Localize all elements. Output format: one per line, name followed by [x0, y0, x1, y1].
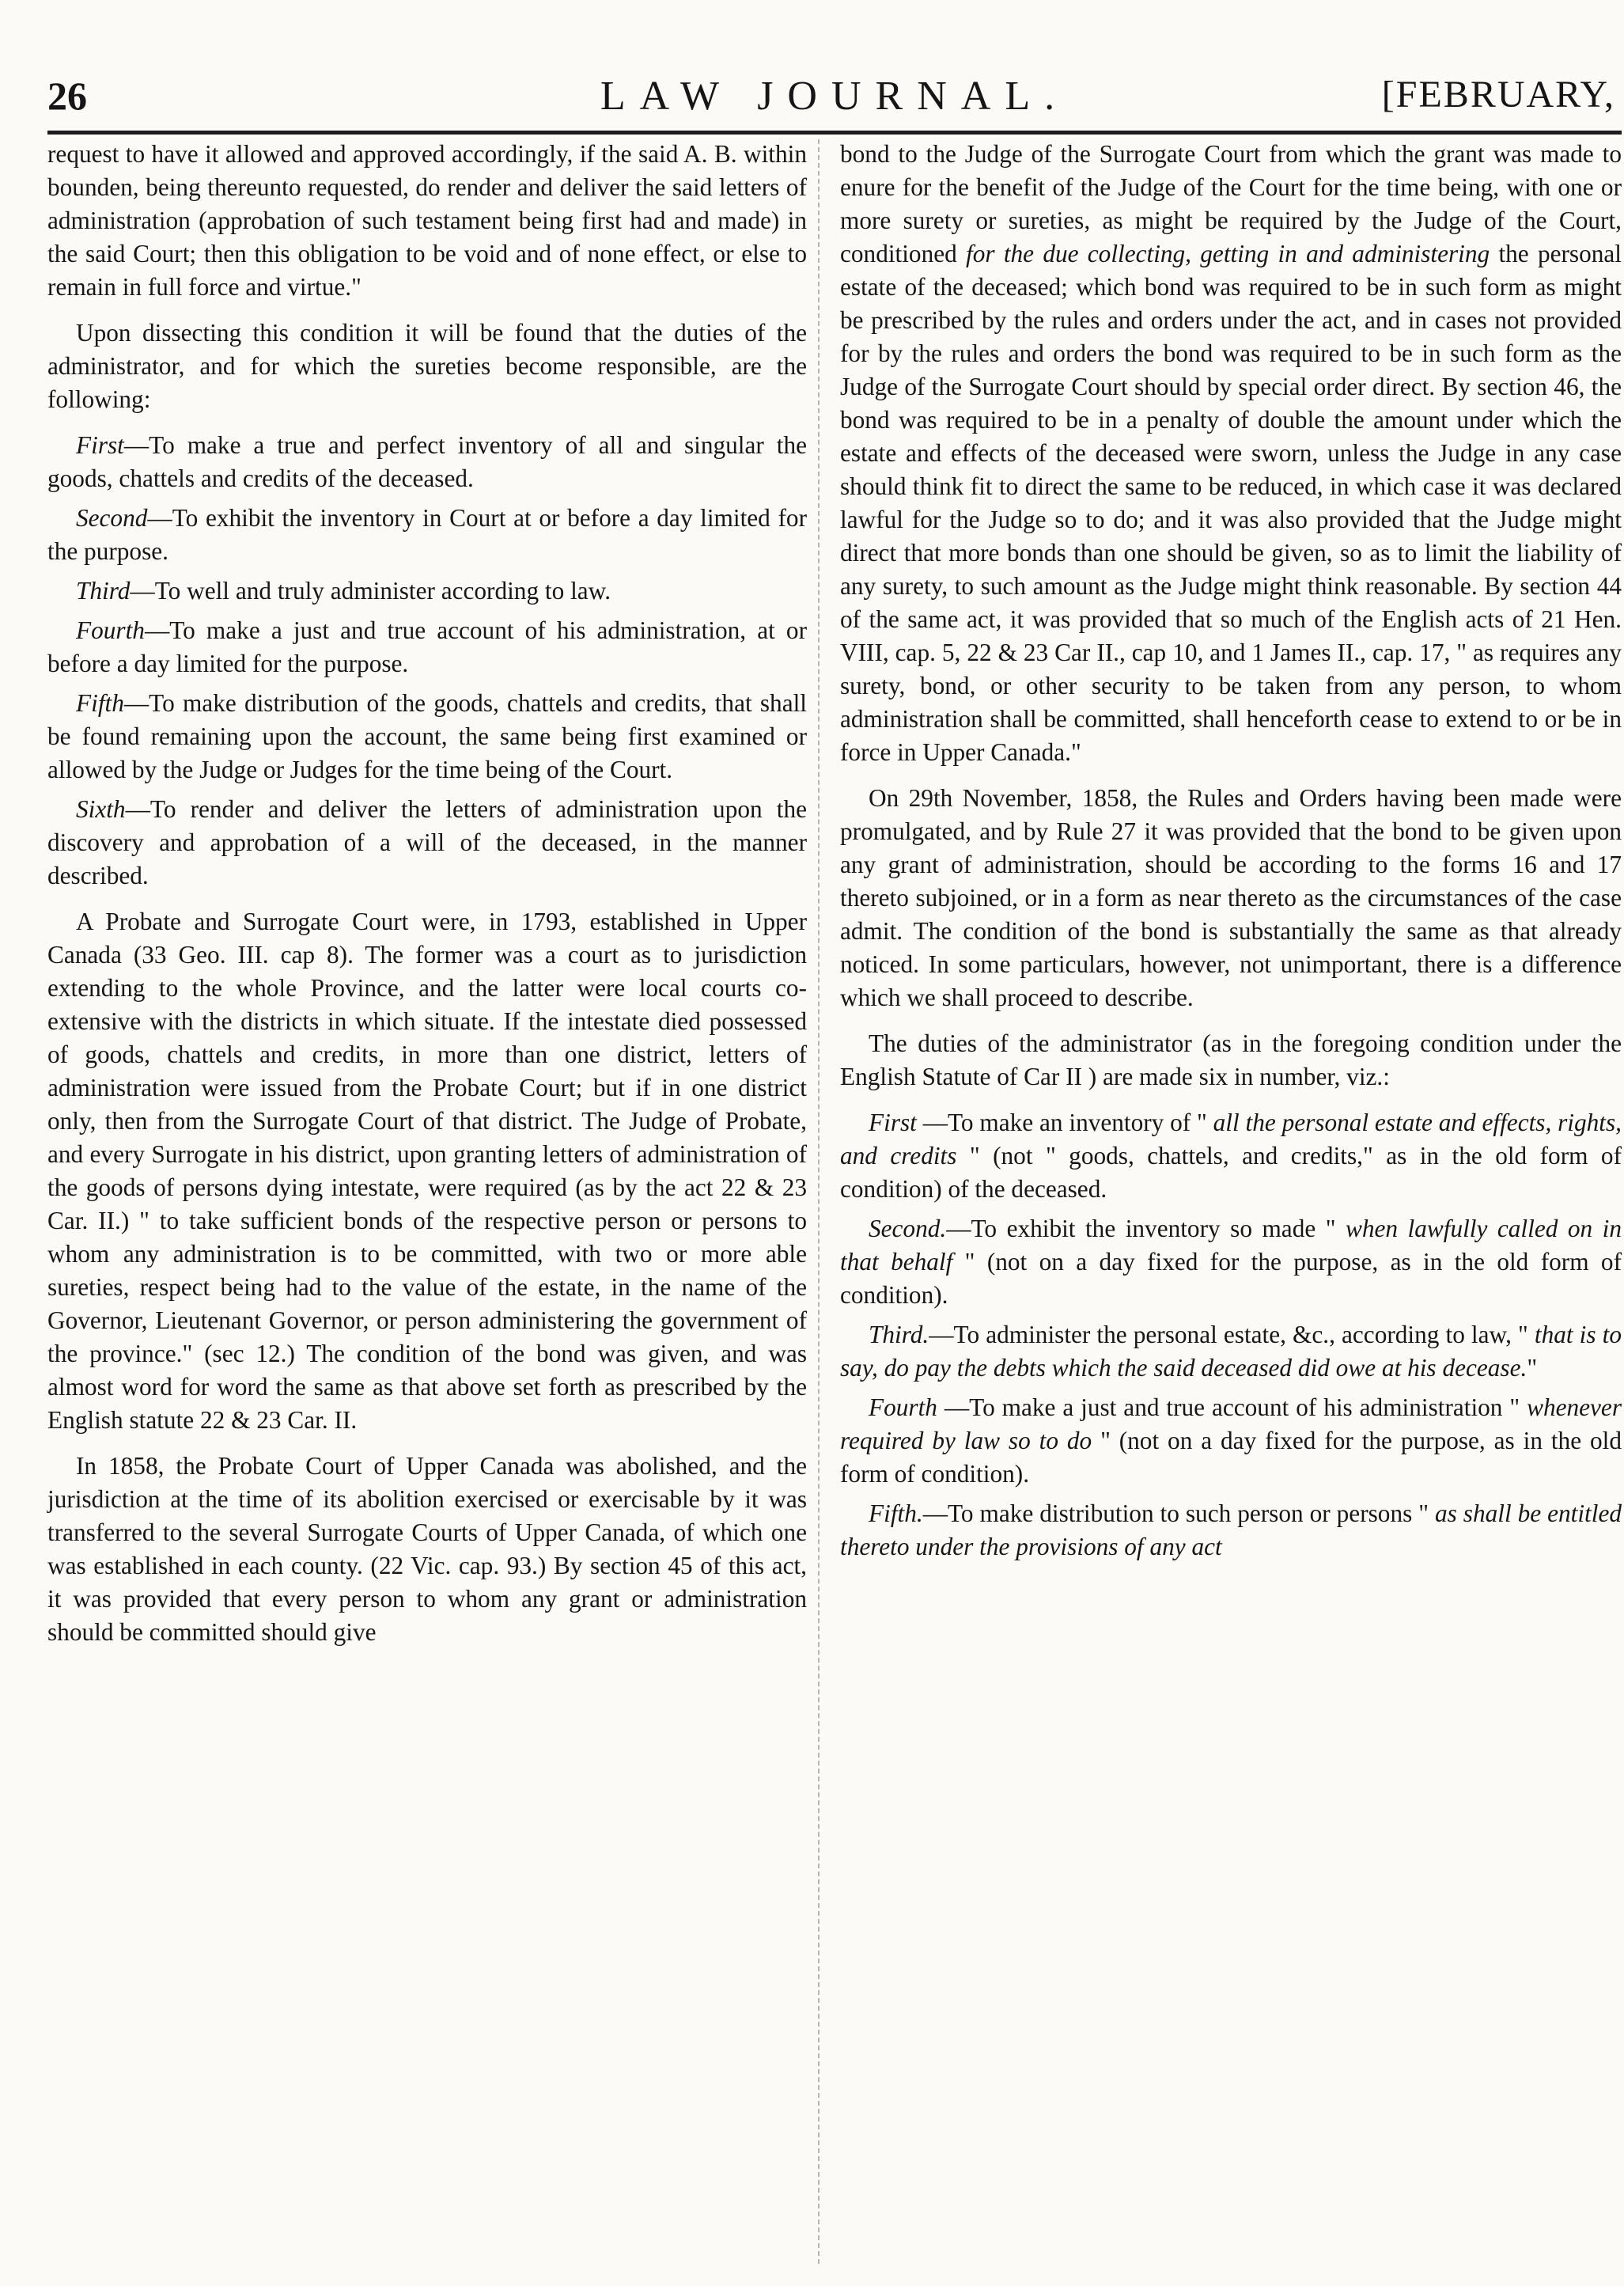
- text-run: —To make an inventory of ": [916, 1109, 1213, 1136]
- italic-run: when lawfully called on in that behalf: [840, 1215, 1622, 1276]
- paragraph: Upon dissecting this condition it will be found that the duties of the administrator, and for which the sureties become responsible, are the following:: [47, 319, 807, 413]
- new-duty-third: [840, 1318, 1622, 1385]
- duty-label: Fifth: [76, 689, 124, 717]
- duty-label: Sixth: [76, 795, 126, 823]
- duty-label: Third.: [869, 1321, 929, 1348]
- text-run: " (not on a day fixed for the purpose, as in the old form of condition).: [840, 1427, 1622, 1488]
- italic-run: all the personal estate and effects, rights, and credits: [840, 1109, 1622, 1170]
- duty-label: Second.: [869, 1215, 947, 1242]
- text-run: —To make distribution to such person or persons ": [922, 1499, 1435, 1527]
- duty-label: Fifth.: [869, 1499, 923, 1527]
- duty-text: —To well and truly administer according to law.: [130, 577, 611, 605]
- new-duty-fifth: [840, 1497, 1622, 1564]
- text-run: bond to the Judge of the Surrogate Court from which the grant was made to enure for the benefit of the Judge of the Court for the time being, with one or more surety or sureties, as might be required by the Judge of the Court, conditioned: [840, 140, 1622, 267]
- right-column: [840, 138, 1622, 1570]
- text-run: " (not on a day fixed for the purpose, as in the old form of condition).: [840, 1248, 1622, 1309]
- duty-label: Third: [76, 577, 131, 605]
- header-rule: [47, 131, 1622, 135]
- duty-item-third: [47, 574, 807, 608]
- new-duty-first: [840, 1106, 1622, 1206]
- italic-run: whenever required by law so to do: [840, 1393, 1622, 1454]
- duty-label: Second: [76, 504, 148, 532]
- duty-label: First: [869, 1109, 917, 1136]
- new-duty-second: [840, 1212, 1622, 1312]
- page-header: [47, 73, 1622, 130]
- paragraph: On 29th November, 1858, the Rules and Orders having been made were promulgated, and by Rule 27 it was provided that the bond to be given upon any grant of administration, should be according to the forms 16 and 17 thereto subjoined, or in a form as near thereto as the circumstances of the case admit. The condition of the bond is substantially the same as that already noticed. In some particulars, however, not unimportant, there is a difference which we shall proceed to describe.: [840, 784, 1622, 1011]
- duty-text: —To make a just and true account of his administration, at or before a day limited for the purpose.: [47, 616, 807, 677]
- paragraph: In 1858, the Probate Court of Upper Canada was abolished, and the jurisdiction at the time of its abolition exercised or exercisable by it was transferred to the several Surrogate Courts of Upper Canada, of which one was established in each county. (22 Vic. cap. 93.) By section 45 of this act, it was provided that every person to whom any grant or administration should be committed should give: [47, 1452, 807, 1646]
- issue-month: [FEBRUARY,: [1381, 74, 1615, 116]
- duty-item-fourth: [47, 614, 807, 680]
- paragraph: A Probate and Surrogate Court were, in 1793, established in Upper Canada (33 Geo. III. cap 8). The former was a court as to jurisdiction extending to the whole Province, and the latter were local courts co-extensive with the districts in which situate. If the intestate died possessed of goods, chattels and credits, in more than one district, letters of administration were issued from the Probate Court; but if in one district only, then from the Surrogate Court of that district. The Judge of Probate, and every Surrogate in his district, upon granting letters of administration of the goods of persons dying intestate, were required (as by the act 22 & 23 Car. II.) " to take sufficient bonds of the respective person or persons to whom any administration is to be committed, with two or more able sureties, respect being had to the value of the estate, in the name of the Governor, Lieutenant Governor, or person administering the government of the province." (sec 12.) The condition of the bond was given, and was almost word for word the same as that above set forth as prescribed by the English statute 22 & 23 Car. II.: [47, 908, 807, 1434]
- italic-run: that is to say, do pay the debts which the said deceased did owe at his decease.: [840, 1321, 1622, 1382]
- left-column: [47, 138, 807, 1662]
- text-run: the personal estate of the deceased; which bond was required to be in such form as might be prescribed by the rules and orders under the act, and in cases not provided for by the rules and orders the bond was required to be in such form as the Judge of the Surrogate Court should by special order direct. By section 46, the bond was required to be in a penalty of double the amount under which the estate and effects of the deceased were sworn, unless the Judge in any case should think fit to direct the same to be reduced, in which case it was declared lawful for the Judge so to do; and it was also provided that the Judge might direct that more bonds than one should be given, so as to limit the liability of any surety, to such amount as the Judge might think reasonable. By section 44 of the same act, it was provided that so much of the English acts of 21 Hen. VIII, cap. 5, 22 & 23 Car II., cap 10, and 1 James II., cap. 17, " as requires any surety, bond, or other security to be taken from any person, to whom administration shall be committed, shall henceforth cease to extend to or be in force in Upper Canada.": [840, 240, 1622, 766]
- duty-label: First: [76, 431, 124, 459]
- text-run: ": [1527, 1354, 1538, 1382]
- duty-label: Fourth: [76, 616, 145, 644]
- text-run: —To administer the personal estate, &c., according to law, ": [929, 1321, 1535, 1348]
- text-run: " (not " goods, chattels, and credits," as in the old form of condition) of the deceased.: [840, 1142, 1622, 1203]
- duty-text: —To make a true and perfect inventory of all and singular the goods, chattels and credits of the deceased.: [47, 431, 807, 492]
- journal-title: LAW JOURNAL.: [600, 74, 1069, 119]
- italic-run: as shall be entitled thereto under the provisions of any act: [840, 1499, 1622, 1560]
- new-duty-fourth: [840, 1391, 1622, 1491]
- duty-item-sixth: [47, 793, 807, 893]
- paragraph: [840, 138, 1622, 769]
- duty-text: —To exhibit the inventory in Court at or before a day limited for the purpose.: [47, 504, 807, 565]
- column-divider: [818, 139, 820, 2264]
- duty-item-fifth: [47, 687, 807, 787]
- duty-text: —To render and deliver the letters of administration upon the discovery and approbation of a will of the deceased, in the manner described.: [47, 795, 807, 889]
- duty-item-second: [47, 502, 807, 568]
- paragraph: The duties of the administrator (as in the foregoing condition under the English Statute of Car II ) are made six in number, viz.:: [840, 1029, 1622, 1090]
- text-run: —To make a just and true account of his administration ": [937, 1393, 1527, 1421]
- duty-label: Fourth: [869, 1393, 937, 1421]
- italic-run: for the due collecting, getting in and administering: [966, 240, 1490, 267]
- paragraph: request to have it allowed and approved accordingly, if the said A. B. within bounden, being thereunto requested, do render and deliver the said letters of administration (approbation of such testament being first had and made) in the said Court; then this obligation to be void and of none effect, or else to remain in full force and virtue.": [47, 140, 807, 301]
- page-number: 26: [47, 74, 87, 118]
- duty-item-first: [47, 429, 807, 495]
- text-run: —To exhibit the inventory so made ": [946, 1215, 1346, 1242]
- duty-text: —To make distribution of the goods, chattels and credits, that shall be found remaining upon the account, the same being first examined or allowed by the Judge or Judges for the time being of the Court.: [47, 689, 807, 783]
